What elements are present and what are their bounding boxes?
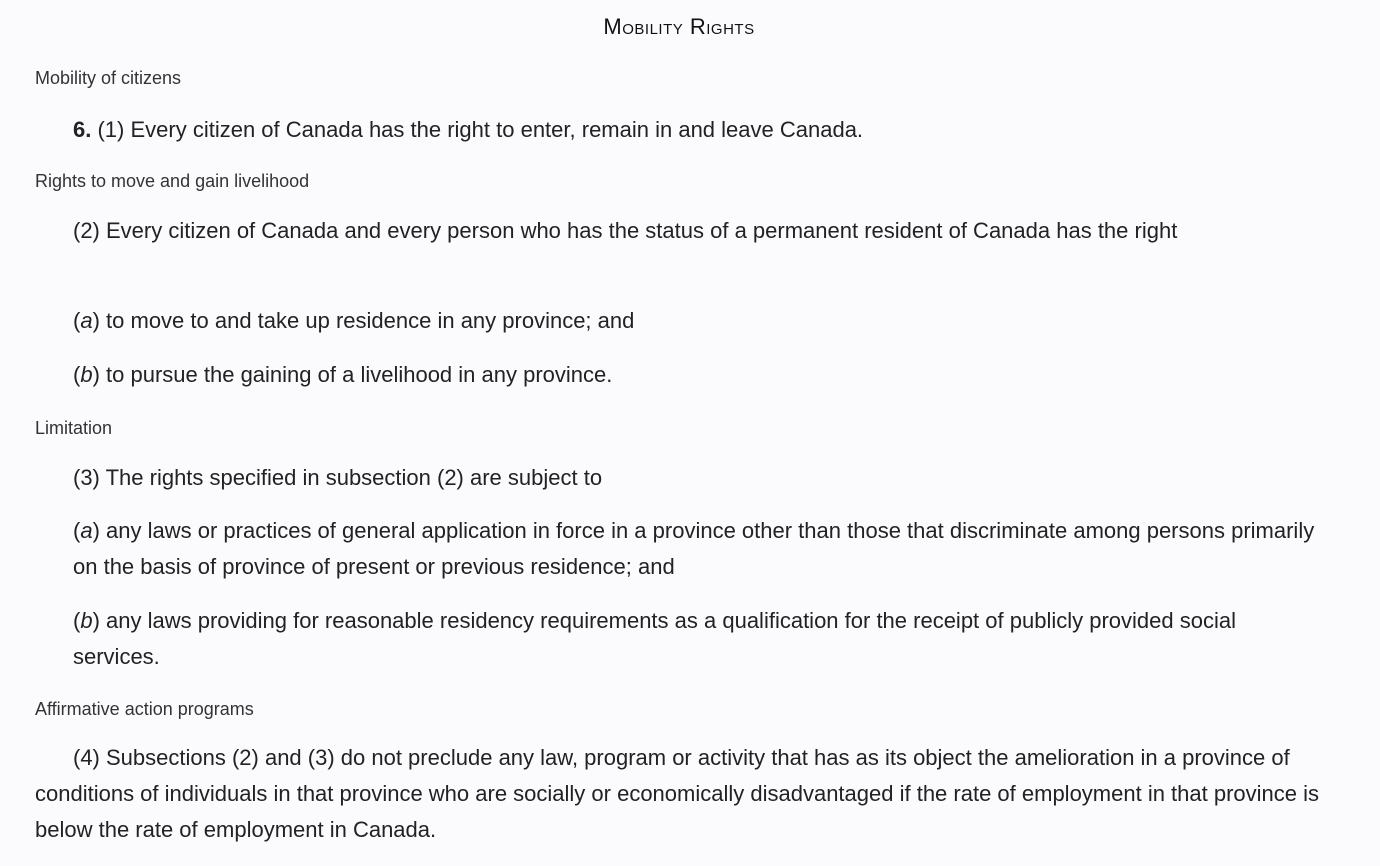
marginal-note-limitation: Limitation	[35, 418, 113, 438]
page-title: Mobility Rights	[603, 14, 755, 39]
paragraph-label-a: a	[80, 518, 93, 543]
paragraph-label-b: b	[80, 608, 93, 633]
marginal-note-affirmative-action: Affirmative action programs	[35, 699, 254, 719]
paragraph-label-a: a	[80, 308, 93, 333]
subsection-2: (2) Every citizen of Canada and every person who has the status of a permanent resident of Canada has the right	[73, 218, 1178, 243]
subsection-2-paragraph-a-text: to move to and take up residence in any province; and	[106, 308, 635, 333]
subsection-3-paragraph-b-text: any laws providing for reasonable residency requirements as a qualification for the receipt of publicly provided social services.	[73, 608, 1236, 669]
subsection-1-text: (1) Every citizen of Canada has the right to enter, remain in and leave Canada.	[97, 117, 864, 142]
subsection-4: (4) Subsections (2) and (3) do not preclude any law, program or activity that has as its object the amelioration in a province of conditions of individuals in that province who are socially or economically disadvantaged if the rate of employment in that province is below the rate of employment in Canada.	[35, 745, 1320, 842]
marginal-note-rights-to-move: Rights to move and gain livelihood	[35, 171, 310, 191]
section-number: 6.	[73, 117, 92, 142]
paragraph-label-b: b	[80, 362, 93, 387]
subsection-3: (3) The rights specified in subsection (2) are subject to	[73, 465, 603, 490]
subsection-3-paragraph-b: (b) any laws providing for reasonable residency requirements as a qualification for the receipt of publicly provided social services.	[73, 608, 1236, 669]
subsection-1	[35, 112, 1325, 148]
subsection-3-paragraph-a: (a) any laws or practices of general application in force in a province other than those that discriminate among persons primarily on the basis of province of present or previous residence; and	[73, 518, 1315, 579]
marginal-note-mobility-of-citizens: Mobility of citizens	[35, 68, 182, 88]
subsection-3-paragraph-a-text: any laws or practices of general application in force in a province other than those that discriminate among persons primarily on the basis of province of present or previous residence; and	[73, 518, 1315, 579]
subsection-2-paragraph-b: (b) to pursue the gaining of a livelihood in any province.	[73, 362, 613, 387]
subsection-2-paragraph-b-text: to pursue the gaining of a livelihood in any province.	[106, 362, 613, 387]
subsection-2-paragraph-a: (a) to move to and take up residence in any province; and	[73, 308, 635, 333]
